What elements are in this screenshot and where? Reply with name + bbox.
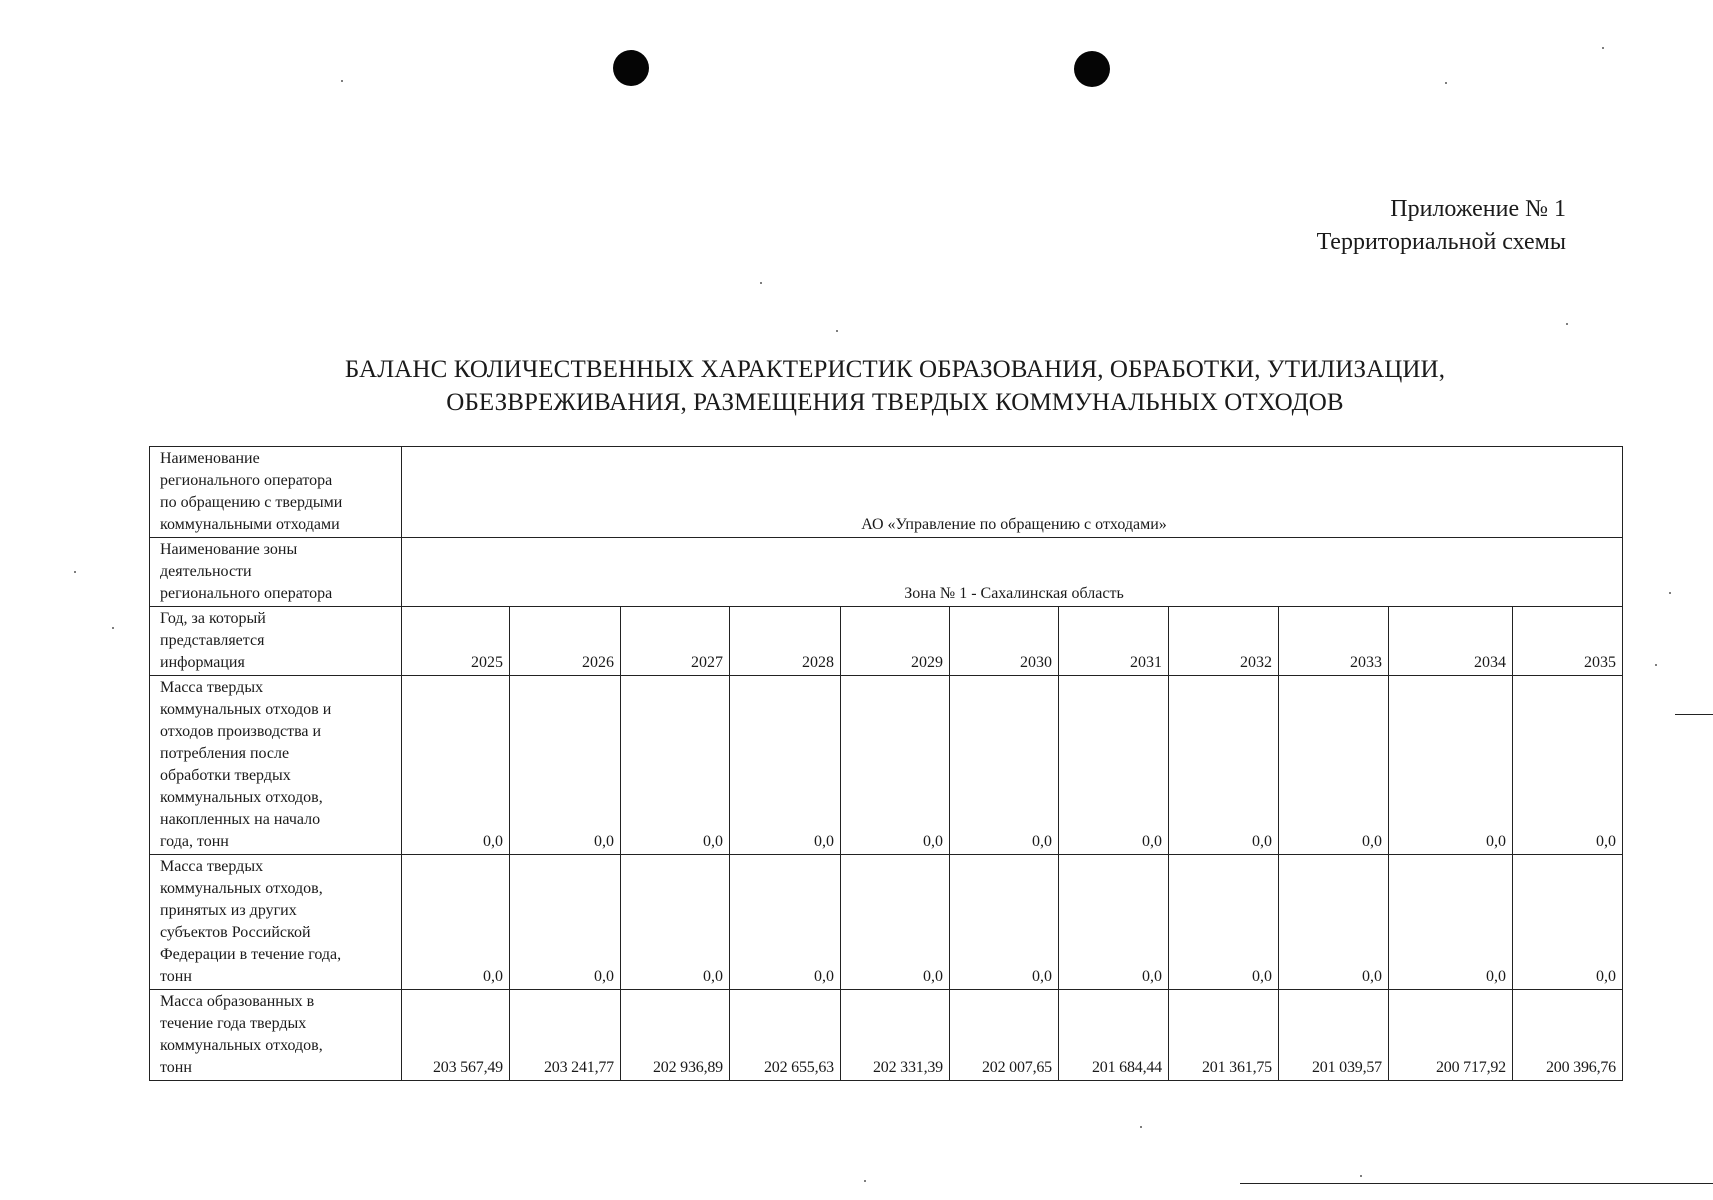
punch-hole-left — [613, 50, 649, 86]
scan-speck — [1445, 82, 1447, 84]
label-line: коммунальных отходов, — [160, 880, 323, 897]
generated-cell: 203 567,49 — [402, 990, 510, 1081]
table-row-accumulated — [150, 676, 1623, 855]
generated-cell: 201 361,75 — [1169, 990, 1279, 1081]
scan-speck — [836, 330, 838, 332]
document-title — [140, 353, 1650, 419]
label-line: коммунальных отходов, — [160, 789, 323, 806]
label-line: обработки твердых — [160, 767, 291, 784]
table-row-operator — [150, 447, 1623, 538]
zone-name: Зона № 1 - Сахалинская область — [402, 538, 1623, 607]
scan-speck — [1602, 47, 1604, 49]
year-cell: 2032 — [1169, 607, 1279, 676]
label-line: накопленных на начало — [160, 811, 321, 828]
year-cell: 2029 — [841, 607, 950, 676]
label-line: Масса твердых — [160, 679, 264, 696]
received-cell: 0,0 — [1513, 855, 1623, 990]
accumulated-cell: 0,0 — [510, 676, 621, 855]
label-line: по обращению с твердыми — [160, 494, 343, 511]
label-line: Наименование — [160, 450, 260, 467]
label-line: Федерации в течение года, — [160, 946, 342, 963]
label-line: регионального оператора — [160, 472, 333, 489]
appendix-line-1: Приложение № 1 — [1390, 196, 1566, 222]
label-line: потребления после — [160, 745, 290, 762]
appendix-note — [1317, 193, 1566, 259]
received-cell: 0,0 — [1389, 855, 1513, 990]
label-line: течение года твердых — [160, 1015, 307, 1032]
year-cell: 2028 — [730, 607, 841, 676]
scan-speck — [112, 627, 114, 629]
balance-table — [149, 446, 1623, 1081]
row-label-generated — [150, 990, 402, 1081]
label-line: информация — [160, 654, 245, 671]
generated-cell: 201 684,44 — [1059, 990, 1169, 1081]
scan-speck — [1655, 664, 1657, 666]
scan-speck — [1669, 592, 1671, 594]
scan-speck — [1360, 1175, 1362, 1177]
year-cell: 2035 — [1513, 607, 1623, 676]
year-cell: 2025 — [402, 607, 510, 676]
label-line: Масса образованных в — [160, 993, 315, 1010]
accumulated-cell: 0,0 — [1389, 676, 1513, 855]
accumulated-cell: 0,0 — [1279, 676, 1389, 855]
label-line: коммунальных отходов, — [160, 1037, 323, 1054]
generated-cell: 202 655,63 — [730, 990, 841, 1081]
row-label-received — [150, 855, 402, 990]
label-line: тонн — [160, 1059, 192, 1076]
scan-edge-mark — [1675, 714, 1713, 715]
generated-cell: 203 241,77 — [510, 990, 621, 1081]
punch-hole-right — [1074, 51, 1110, 87]
table-row-zone — [150, 538, 1623, 607]
year-cell: 2031 — [1059, 607, 1169, 676]
received-cell: 0,0 — [730, 855, 841, 990]
row-label-zone — [150, 538, 402, 607]
generated-cell: 202 331,39 — [841, 990, 950, 1081]
received-cell: 0,0 — [1169, 855, 1279, 990]
accumulated-cell: 0,0 — [621, 676, 730, 855]
scan-speck — [341, 80, 343, 82]
received-cell: 0,0 — [621, 855, 730, 990]
year-cell: 2030 — [950, 607, 1059, 676]
scan-speck — [864, 1180, 866, 1182]
year-cell: 2033 — [1279, 607, 1389, 676]
received-cell: 0,0 — [950, 855, 1059, 990]
generated-cell: 201 039,57 — [1279, 990, 1389, 1081]
generated-cell: 202 007,65 — [950, 990, 1059, 1081]
table-row-received — [150, 855, 1623, 990]
title-line-1: БАЛАНС КОЛИЧЕСТВЕННЫХ ХАРАКТЕРИСТИК ОБРАЗОВАНИЯ, ОБРАБОТКИ, УТИЛИЗАЦИИ, — [344, 356, 1446, 383]
year-cell: 2026 — [510, 607, 621, 676]
table-row-generated — [150, 990, 1623, 1081]
accumulated-cell: 0,0 — [730, 676, 841, 855]
row-label-accumulated — [150, 676, 402, 855]
label-line: года, тонн — [160, 833, 229, 850]
title-line-2: ОБЕЗВРЕЖИВАНИЯ, РАЗМЕЩЕНИЯ ТВЕРДЫХ КОММУНАЛЬНЫХ ОТХОДОВ — [446, 389, 1344, 416]
generated-cell: 202 936,89 — [621, 990, 730, 1081]
scan-edge-mark — [1240, 1183, 1713, 1184]
label-line: тонн — [160, 968, 192, 985]
table-row-years — [150, 607, 1623, 676]
label-line: принятых из других — [160, 902, 297, 919]
year-cell: 2034 — [1389, 607, 1513, 676]
scan-speck — [1566, 323, 1568, 325]
label-line: Наименование зоны — [160, 541, 298, 558]
label-line: представляется — [160, 632, 265, 649]
received-cell: 0,0 — [1279, 855, 1389, 990]
year-cell: 2027 — [621, 607, 730, 676]
accumulated-cell: 0,0 — [950, 676, 1059, 855]
received-cell: 0,0 — [510, 855, 621, 990]
received-cell: 0,0 — [841, 855, 950, 990]
accumulated-cell: 0,0 — [1059, 676, 1169, 855]
generated-cell: 200 717,92 — [1389, 990, 1513, 1081]
received-cell: 0,0 — [402, 855, 510, 990]
appendix-line-2: Территориальной схемы — [1316, 229, 1566, 255]
accumulated-cell: 0,0 — [1513, 676, 1623, 855]
generated-cell: 200 396,76 — [1513, 990, 1623, 1081]
accumulated-cell: 0,0 — [841, 676, 950, 855]
received-cell: 0,0 — [1059, 855, 1169, 990]
operator-name: АО «Управление по обращению с отходами» — [402, 447, 1623, 538]
accumulated-cell: 0,0 — [1169, 676, 1279, 855]
label-line: Масса твердых — [160, 858, 264, 875]
label-line: коммунальных отходов и — [160, 701, 332, 718]
accumulated-cell: 0,0 — [402, 676, 510, 855]
row-label-year — [150, 607, 402, 676]
row-label-operator — [150, 447, 402, 538]
label-line: коммунальными отходами — [160, 516, 340, 533]
label-line: деятельности — [160, 563, 252, 580]
label-line: Год, за который — [160, 610, 266, 627]
label-line: отходов производства и — [160, 723, 322, 740]
label-line: регионального оператора — [160, 585, 333, 602]
label-line: субъектов Российской — [160, 924, 311, 941]
scan-speck — [760, 282, 762, 284]
scan-speck — [1140, 1126, 1142, 1128]
scan-speck — [74, 571, 76, 573]
